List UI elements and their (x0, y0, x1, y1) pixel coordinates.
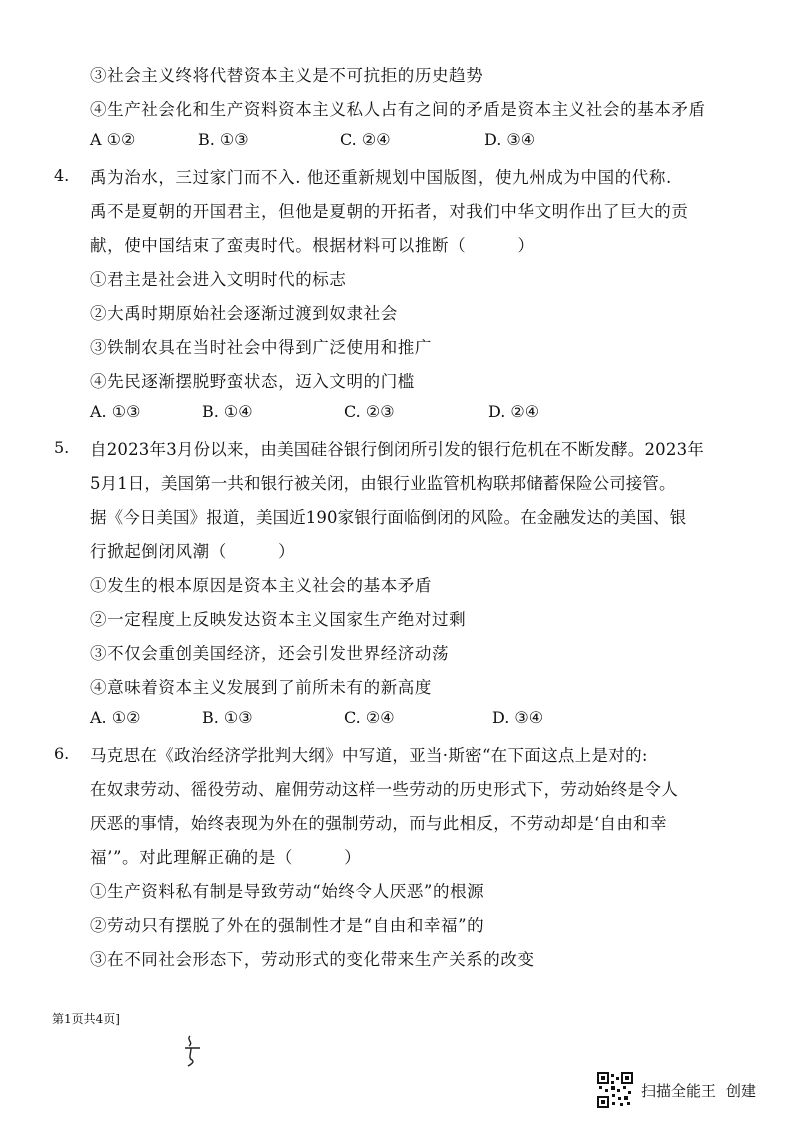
q4-option-c: C. ②③ (344, 402, 395, 421)
q4-stem-line-2: 禹不是夏朝的开国君主，但他是夏朝的开拓者，对我们中华文明作出了巨大的贡 (90, 202, 689, 221)
q3-option-d: D. ③④ (484, 130, 536, 149)
q4-options (90, 402, 539, 421)
q4-statement-3: ③铁制农具在当时社会中得到广泛使用和推广 (90, 338, 432, 357)
q6-statement-2: ②劳动只有摆脱了外在的强制性才是“自由和幸福”的 (90, 916, 485, 935)
q4-statement-2: ②大禹时期原始社会逐渐过渡到奴隶社会 (90, 304, 398, 323)
q3-statement-3: ③社会主义终将代替资本主义是不可抗拒的历史趋势 (90, 66, 484, 85)
q4-number: 4. (54, 166, 70, 185)
handwritten-mark (182, 1034, 204, 1068)
q5-statement-1: ①发生的根本原因是资本主义社会的基本矛盾 (90, 576, 432, 595)
scanner-app-name: 扫描全能王 (641, 1082, 717, 1100)
q4-option-d: D. ②④ (488, 402, 540, 421)
q3-option-a: A ①② (90, 130, 136, 149)
q5-stem-line-3: 据《今日美国》报道，美国近190家银行面临倒闭的风险。在金融发达的美国、银 (90, 508, 687, 527)
q4-statement-1: ①君主是社会进入文明时代的标志 (90, 270, 347, 289)
q5-statement-4: ④意味着资本主义发展到了前所未有的新高度 (90, 678, 432, 697)
q3-option-b: B. ①③ (198, 130, 249, 149)
q5-stem-line-4: 行掀起倒闭风潮（ ） (90, 542, 296, 561)
q5-options (90, 708, 543, 727)
q6-statement-3: ③在不同社会形态下，劳动形式的变化带来生产关系的改变 (90, 950, 535, 969)
q5-stem-line-1: 自2023年3月份以来，由美国硅谷银行倒闭所引发的银行危机在不断发酵。2023年 (90, 440, 704, 459)
page-footer: 第1页共4页] (52, 1012, 120, 1026)
q5-number: 5. (54, 438, 70, 457)
q5-statement-3: ③不仅会重创美国经济，还会引发世界经济动荡 (90, 644, 450, 663)
q4-stem-line-1: 禹为治水，三过家门而不入. 他还重新规划中国版图，使九州成为中国的代称. (90, 168, 672, 187)
scanner-watermark (641, 1080, 756, 1101)
q6-stem-line-1: 马克思在《政治经济学批判大纲》中写道，亚当·斯密“在下面这点上是对的: (90, 746, 648, 765)
q5-option-b: B. ①③ (202, 708, 253, 727)
q5-option-c: C. ②④ (344, 708, 395, 727)
q6-stem-line-4: 福’”。对此理解正确的是（ ） (90, 848, 362, 867)
q3-option-c: C. ②④ (340, 130, 391, 149)
q3-options (90, 130, 535, 149)
q6-stem-line-2: 在奴隶劳动、徭役劳动、雇佣劳动这样一些劳动的历史形式下，劳动始终是令人 (90, 780, 678, 799)
q4-option-a: A. ①③ (90, 402, 141, 421)
q4-stem-line-3: 献，使中国结束了蛮夷时代。根据材料可以推断（ ） (90, 236, 535, 255)
q5-option-d: D. ③④ (492, 708, 544, 727)
q6-number: 6. (54, 744, 70, 763)
q5-option-a: A. ①② (90, 708, 141, 727)
q4-statement-4: ④先民逐渐摆脱野蛮状态，迈入文明的门槛 (90, 372, 415, 391)
q4-option-b: B. ①④ (202, 402, 253, 421)
q5-stem-line-2: 5月1日，美国第一共和银行被关闭，由银行业监管机构联邦储蓄保险公司接管。 (90, 474, 676, 493)
scanner-action-label: 创建 (726, 1082, 757, 1100)
q6-stem-line-3: 厌恶的事情，始终表现为外在的强制劳动，而与此相反，不劳动却是‘自由和幸 (90, 814, 667, 833)
q3-statement-4: ④生产社会化和生产资料资本主义私人占有之间的矛盾是资本主义社会的基本矛盾 (90, 100, 706, 119)
q6-statement-1: ①生产资料私有制是导致劳动“始终令人厌恶”的根源 (90, 882, 485, 901)
q5-statement-2: ②一定程度上反映发达资本主义国家生产绝对过剩 (90, 610, 467, 629)
qr-code-icon (597, 1072, 633, 1108)
